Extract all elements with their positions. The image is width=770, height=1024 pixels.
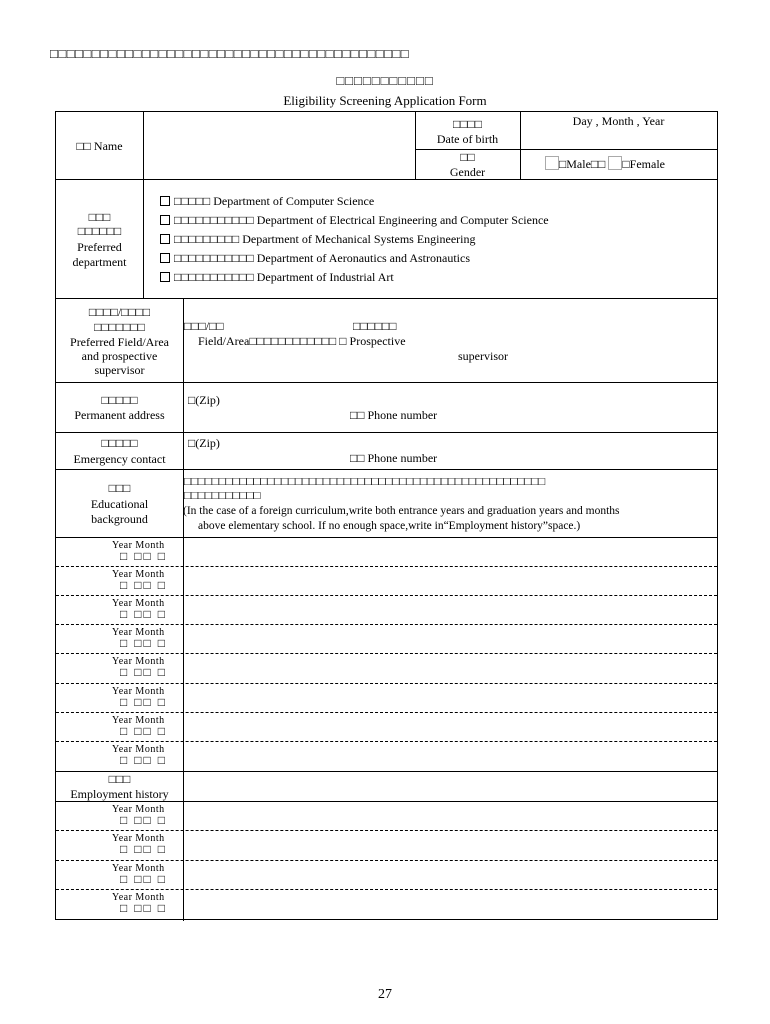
dept-option-mse[interactable]: □□□□□□□□□ Department of Mechanical Systems Engineering bbox=[160, 232, 476, 247]
field-label-jp2: □□□□□□□ bbox=[94, 320, 145, 334]
employment-row-date[interactable]: Year Month □ □□ □ bbox=[112, 892, 167, 915]
dob-label-jp: □□□□ bbox=[453, 117, 482, 131]
dob-label-en: Date of birth bbox=[436, 132, 499, 146]
dept-option-eecs[interactable]: □□□□□□□□□□□ Department of Electrical Engineering and Computer Science bbox=[160, 213, 549, 228]
emergency-label-en: Emergency contact bbox=[73, 452, 166, 466]
education-note-en2: above elementary school. If no enough space,write in“Employment history”space.) bbox=[198, 520, 581, 532]
field-label-en2: and prospective bbox=[81, 349, 158, 363]
supervisor-jp: □□□□□□ bbox=[353, 319, 397, 333]
dob-field[interactable]: Day , Month , Year bbox=[572, 114, 665, 128]
application-form-table bbox=[55, 111, 718, 920]
address-label-jp: □□□□□ bbox=[101, 393, 138, 407]
education-row-date[interactable]: Year Month □ □□ □ bbox=[112, 627, 167, 650]
education-note-en1: (In the case of a foreign curriculum,write both entrance years and graduation years and months bbox=[183, 505, 620, 517]
dept-label-jp2: □□□□□□ bbox=[77, 224, 122, 238]
emergency-label-jp: □□□□□ bbox=[101, 436, 138, 450]
dept-label-en1: Preferred bbox=[77, 240, 122, 254]
supervisor-en: supervisor bbox=[458, 349, 508, 363]
education-row-date[interactable]: Year Month □ □□ □ bbox=[112, 540, 167, 563]
dept-label-en2: department bbox=[72, 255, 127, 269]
name-field[interactable] bbox=[144, 113, 414, 178]
male-checkbox[interactable] bbox=[545, 156, 559, 170]
page-number: 27 bbox=[378, 987, 392, 1002]
form-title-en: Eligibility Screening Application Form bbox=[283, 93, 487, 108]
employment-row-date[interactable]: Year Month □ □□ □ bbox=[112, 863, 167, 886]
name-label: □□ Name bbox=[76, 139, 123, 153]
gender-label-en: Gender bbox=[449, 165, 486, 179]
emergency-zip: □(Zip) bbox=[188, 436, 220, 450]
form-title-jp: □□□□□□□□□□□ bbox=[336, 73, 434, 88]
dept-checkbox[interactable] bbox=[160, 272, 170, 282]
dept-checkbox[interactable] bbox=[160, 196, 170, 206]
education-row-date[interactable]: Year Month □ □□ □ bbox=[112, 569, 167, 592]
address-input[interactable] bbox=[184, 383, 717, 431]
education-row-date[interactable]: Year Month □ □□ □ bbox=[112, 715, 167, 738]
emergency-phone: □□ Phone number bbox=[350, 451, 438, 465]
male-label: □Male□□ bbox=[559, 157, 606, 171]
education-row-date[interactable]: Year Month □ □□ □ bbox=[112, 598, 167, 621]
field-area-jp: □□□/□□ bbox=[184, 319, 224, 333]
address-zip: □(Zip) bbox=[188, 393, 220, 407]
employment-row-date[interactable]: Year Month □ □□ □ bbox=[112, 833, 167, 856]
education-note-jp1: □□□□□□□□□□□□□□□□□□□□□□□□□□□□□□□□□□□□□□□□□□□□□□□□□□□□ bbox=[184, 476, 546, 488]
gender-options bbox=[545, 156, 665, 172]
address-phone: □□ Phone number bbox=[350, 408, 438, 422]
education-row-date[interactable]: Year Month □ □□ □ bbox=[112, 656, 167, 679]
field-input[interactable] bbox=[184, 299, 717, 381]
employment-row-date[interactable]: Year Month □ □□ □ bbox=[112, 804, 167, 827]
field-label-en3: supervisor bbox=[94, 363, 145, 377]
education-label-jp: □□□ bbox=[108, 481, 131, 495]
dept-checkbox[interactable] bbox=[160, 215, 170, 225]
dept-option-ia[interactable]: □□□□□□□□□□□ Department of Industrial Art bbox=[160, 270, 394, 285]
dept-option-aa[interactable]: □□□□□□□□□□□ Department of Aeronautics and Astronautics bbox=[160, 251, 470, 266]
female-label: □Female bbox=[622, 157, 665, 171]
field-area-en: Field/Area□□□□□□□□□□□□ □ Prospective bbox=[198, 334, 406, 348]
dept-checkbox[interactable] bbox=[160, 234, 170, 244]
field-label-jp1: □□□□/□□□□ bbox=[88, 305, 151, 319]
education-label-en2: background bbox=[91, 512, 148, 526]
employment-label-en: Employment history bbox=[70, 787, 169, 801]
education-row-date[interactable]: Year Month □ □□ □ bbox=[112, 686, 167, 709]
header-note: □□□□□□□□□□□□□□□□□□□□□□□□□□□□□□□□□□□□□□□□□□□ bbox=[50, 46, 410, 61]
education-row-date[interactable]: Year Month □ □□ □ bbox=[112, 744, 167, 767]
dept-option-cs[interactable]: □□□□□ Department of Computer Science bbox=[160, 194, 374, 209]
employment-label-jp: □□□ bbox=[108, 772, 131, 786]
dept-checkbox[interactable] bbox=[160, 253, 170, 263]
gender-label-jp: □□ bbox=[460, 150, 475, 164]
emergency-input[interactable] bbox=[184, 433, 717, 468]
female-checkbox[interactable] bbox=[608, 156, 622, 170]
address-label-en: Permanent address bbox=[74, 408, 165, 422]
education-label-en1: Educational bbox=[90, 497, 149, 511]
education-note-jp2: □□□□□□□□□□□ bbox=[184, 490, 261, 502]
dept-label-jp1: □□□ bbox=[88, 210, 111, 224]
field-label-en1: Preferred Field/Area bbox=[70, 335, 169, 349]
